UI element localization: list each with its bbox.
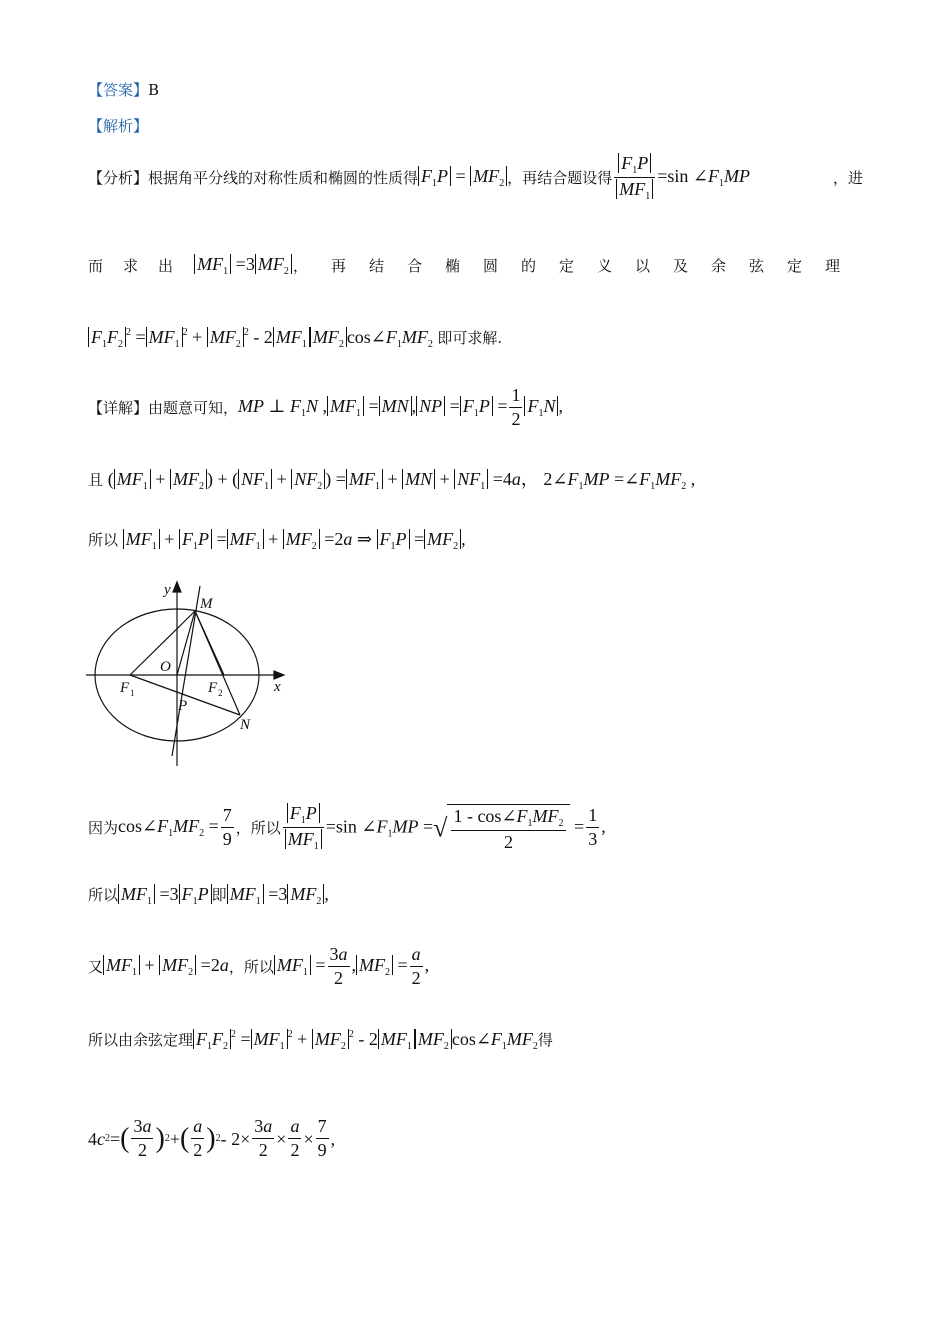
fenxi-text-4: 而求出 [88, 256, 194, 275]
fenxi-text-3: ，进 [832, 168, 863, 187]
detail-l4-prefix: 因为 [88, 818, 119, 837]
formula-f1p-eq-mf2: $F_1P = MF_2$ [418, 167, 507, 189]
answer-line [88, 83, 159, 98]
ellipse-figure [84, 578, 294, 770]
line-mp [172, 586, 200, 756]
fenxi-line-2 [88, 250, 863, 280]
fenxi-text-5: ，再结合椭圆的定义以及余弦定理 [292, 256, 863, 275]
detail-line-6 [88, 942, 429, 992]
formula-cosine-law: $F_1F_2^2 = MF_1^2 + MF_2^2 - 2$ $MF_1$ $MF_2$ $\cos\angle F_1MF_2$ [88, 327, 437, 347]
detail-l7-suffix: 得 [537, 1031, 553, 1049]
x-axis-arrow [274, 671, 284, 679]
formula-mf1-3mf2: $MF_1 =3$ $MF_2$ [194, 254, 292, 277]
fenxi-text-6: 即可求解. [437, 329, 503, 347]
label-n: N [240, 717, 251, 733]
detail-l5-mid: 即 [211, 886, 227, 904]
formula-ratio-sin: $\frac{F_1P}{MF_1}$ =sin $\angle F_1MP$ [612, 154, 750, 202]
segment-f2-m [195, 611, 224, 675]
detail-tag: 【详解】 [88, 398, 149, 417]
label-f2-sub: 2 [218, 688, 223, 698]
detail-l5-prefix: 所以 [88, 886, 119, 904]
detail-line-4 [88, 798, 606, 858]
detail-line-5 [88, 885, 329, 907]
label-f1: F [120, 680, 130, 696]
label-p: P [178, 698, 188, 714]
label-o: O [160, 659, 171, 675]
fenxi-line-1 [88, 150, 863, 206]
fenxi-tag: 【分析】 [88, 168, 149, 187]
formula-4c2: 4 c 2 = ( $\frac{3a}{2}$ ) 2 + ( $\frac{a}{2}$ ) 2 - 2× $\frac{3a}{2}$ × $\frac{a}{2}$ × $\frac{7}{9}$ , [88, 1116, 336, 1160]
detail-line-3 [88, 530, 466, 552]
formula-half-angle: $\frac{F_1P}{MF_1}$ =sin $\angle F_1MP$ =√ $\frac{1 - \cos\angle F_1MF_2}{2}$ = $\frac{1}{3}$ , [281, 804, 606, 853]
answer-value: B [148, 81, 160, 99]
formula-mf1-3f1p: $MF_1 =3$ $F_1P$ [118, 884, 212, 904]
detail-l4-mid: ，所以 [235, 818, 281, 837]
formula-2a-implies: $MF_1 + F_1P = MF_1 + MF_2 =2a$ ⇒ $F_1P = MF_2$ , [123, 529, 466, 549]
detail-l6-prefix: 又 [88, 957, 104, 976]
answer-tag: 【答案】 [88, 81, 149, 99]
y-axis-arrow [173, 582, 181, 592]
detail-line-2 [88, 470, 695, 492]
detail-line-1 [88, 386, 563, 430]
formula-cosine-law-b: $F_1F_2^2 = MF_1^2 + MF_2^2 - 2$ $MF_1$ $MF_2$ $\cos\angle F_1MF_2$ [193, 1029, 538, 1049]
fenxi-text-1: 根据角平分线的对称性质和椭圆的性质得 [148, 168, 419, 187]
detail-l2-prefix: 且 [88, 471, 104, 489]
formula-sum-2a: $MF_1 + MF_2 =2a$ [103, 956, 229, 978]
formula-values-mf: $MF_1$ = $\frac{3a}{2}$ , $MF_2$ = $\frac{a}{2}$ , [274, 945, 429, 989]
detail-line-7 [88, 1030, 553, 1052]
label-f1-sub: 1 [130, 688, 135, 698]
fenxi-text-2: ，再结合题设得 [507, 168, 613, 187]
label-f2: F [208, 680, 218, 696]
formula-perp-conditions: MP ⊥ $F_1N$ , $MF_1$ = MN , NP = $F_1P$ = $\frac{1}{2}$ $F_1N$ , [238, 385, 563, 429]
detail-l6-mid: ，所以 [228, 957, 274, 976]
formula-mf1-3mf2-b: $MF_1 =3$ $MF_2$ , [227, 884, 329, 904]
detail-l3-prefix: 所以 [88, 531, 119, 549]
detail-l7-prefix: 所以由余弦定理 [88, 1031, 194, 1049]
formula-cos-given: $\cos\angle F_1MF_2$ = $\frac{7}{9}$ [118, 805, 232, 849]
fenxi-line-3 [88, 328, 502, 350]
label-m: M [200, 596, 213, 612]
label-x: x [274, 679, 281, 695]
formula-sum-4a: ( $MF_1 + MF_2$ ) + ( $NF_1 + NF_2$ ) = $MF_1$ + MN + $NF_1 =4a$， $2\angle F_1MP$ $=\angle F_1MF_2$ , [107, 469, 696, 492]
label-y: y [164, 582, 171, 598]
detail-text-1: 由题意可知， [148, 398, 239, 417]
analysis-tag: 【解析】 [88, 117, 149, 135]
detail-line-8 [88, 1112, 335, 1166]
